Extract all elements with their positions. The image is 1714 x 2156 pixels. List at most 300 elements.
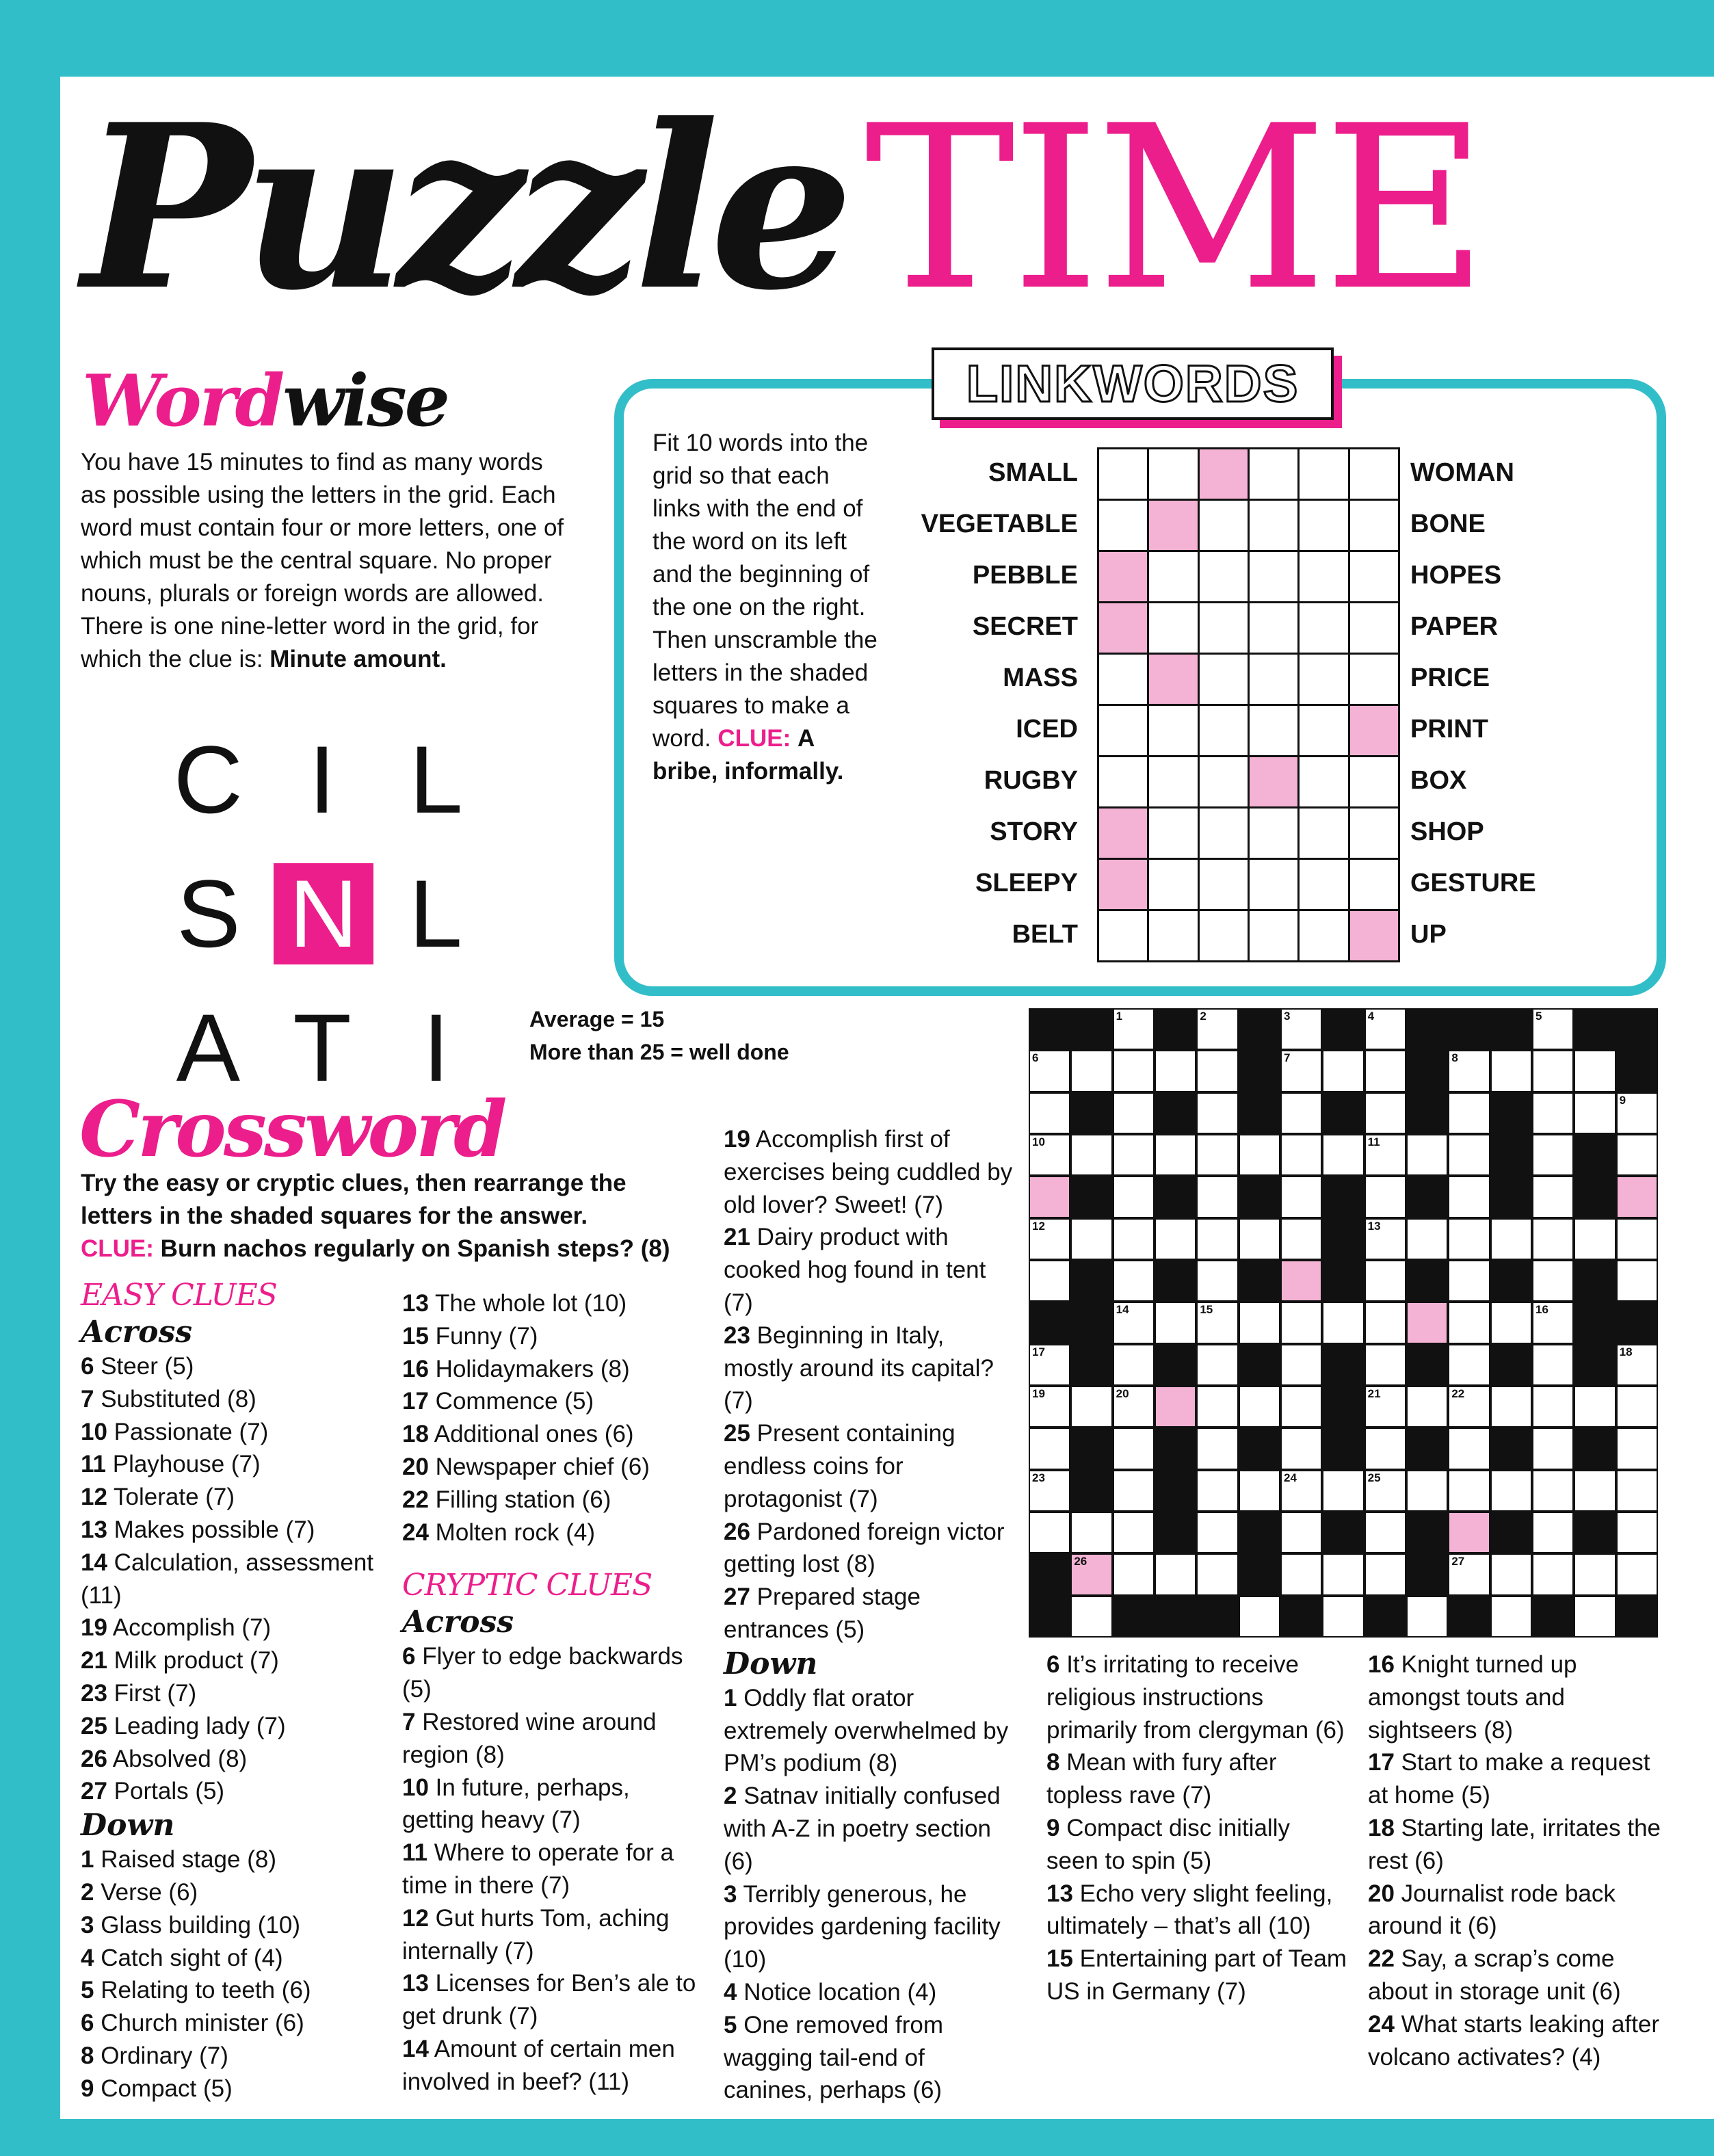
linkwords-cell[interactable] <box>1300 706 1349 757</box>
crossword-cell[interactable] <box>1240 1387 1279 1426</box>
clue-number: 17 <box>1368 1749 1395 1776</box>
crossword-cell[interactable] <box>1618 1471 1657 1510</box>
linkwords-shaded-cell[interactable] <box>1200 449 1250 501</box>
crossword-cell[interactable] <box>1408 1597 1447 1636</box>
crossword-cell[interactable] <box>1449 1387 1488 1426</box>
crossword-cell[interactable] <box>1533 1177 1572 1216</box>
linkwords-right-word: PRINT <box>1410 715 1488 744</box>
clue-text: Absolved (8) <box>107 1745 248 1772</box>
linkwords-cell[interactable] <box>1250 808 1300 860</box>
clue-item <box>81 1843 382 1876</box>
crossword-clue-number: 18 <box>1619 1345 1633 1358</box>
linkwords-cell[interactable] <box>1250 706 1300 757</box>
linkwords-cell[interactable] <box>1250 603 1300 655</box>
crossword-cell[interactable] <box>1198 1094 1237 1133</box>
linkwords-right-word: PAPER <box>1410 612 1499 641</box>
linkwords-shaded-cell[interactable] <box>1099 808 1149 860</box>
clue-number: 6 <box>402 1643 416 1670</box>
crossword-cell[interactable] <box>1198 1135 1237 1174</box>
linkwords-cell[interactable] <box>1300 911 1349 962</box>
crossword-cell[interactable] <box>1198 1345 1237 1384</box>
crossword-cell[interactable] <box>1282 1094 1321 1133</box>
linkwords-cell[interactable] <box>1350 501 1400 552</box>
crossword-cell[interactable] <box>1030 1135 1069 1174</box>
clue-number: 15 <box>1046 1945 1073 1973</box>
crossword-cell[interactable] <box>1282 1429 1321 1468</box>
crossword-cell[interactable] <box>1575 1220 1614 1259</box>
linkwords-cell[interactable] <box>1350 449 1400 501</box>
crossword-cell[interactable] <box>1366 1345 1405 1384</box>
linkwords-cell[interactable] <box>1149 757 1199 808</box>
crossword-cell[interactable] <box>1366 1094 1405 1133</box>
crossword-cell[interactable] <box>1618 1513 1657 1552</box>
crossword-cell[interactable] <box>1533 1429 1572 1468</box>
clue-number: 24 <box>1368 2010 1395 2038</box>
clue-item <box>81 1909 382 1942</box>
clue-item <box>724 1516 1018 1581</box>
crossword-cell[interactable] <box>1030 1261 1069 1300</box>
clue-item <box>81 1710 382 1743</box>
linkwords-cell[interactable] <box>1200 603 1250 655</box>
crossword-cell[interactable] <box>1198 1555 1237 1594</box>
linkwords-cell[interactable] <box>1250 655 1300 706</box>
crossword-cell[interactable] <box>1366 1051 1405 1090</box>
crossword-cell[interactable] <box>1618 1387 1657 1426</box>
crossword-cell[interactable] <box>1282 1010 1321 1049</box>
linkwords-left-words <box>889 447 1078 960</box>
crossword-cell[interactable] <box>1114 1010 1153 1049</box>
linkwords-cell[interactable] <box>1350 860 1400 911</box>
crossword-cell[interactable] <box>1156 1135 1195 1174</box>
clue-number: 21 <box>724 1224 750 1251</box>
clue-text: Accomplish (7) <box>107 1614 272 1642</box>
crossword-cell[interactable] <box>1533 1135 1572 1174</box>
linkwords-cell[interactable] <box>1149 603 1199 655</box>
cryptic-clues-label: CRYPTIC CLUES <box>402 1568 652 1603</box>
crossword-cell[interactable] <box>1366 1513 1405 1552</box>
clues-column-1 <box>81 1276 382 2105</box>
letter-square: L <box>409 726 463 833</box>
crossword-cell[interactable] <box>1114 1345 1153 1384</box>
linkwords-cell[interactable] <box>1350 552 1400 603</box>
clue-item <box>81 1612 382 1644</box>
clue-item <box>81 1350 382 1383</box>
crossword-cell[interactable] <box>1618 1135 1657 1174</box>
clue-item <box>402 1967 700 2033</box>
clue-number: 26 <box>724 1518 750 1545</box>
crossword-cell[interactable] <box>1198 1177 1237 1216</box>
crossword-cell[interactable] <box>1198 1513 1237 1552</box>
linkwords-cell[interactable] <box>1300 860 1349 911</box>
crossword-cell[interactable] <box>1282 1051 1321 1090</box>
crossword-cell[interactable] <box>1492 1051 1531 1090</box>
crossword-cell[interactable] <box>1282 1513 1321 1552</box>
clue-text: Prepared stage entrances (5) <box>724 1583 921 1643</box>
clue-number: 6 <box>81 2010 94 2037</box>
crossword-cell[interactable] <box>1533 1261 1572 1300</box>
crossword-cell[interactable] <box>1366 1387 1405 1426</box>
linkwords-shaded-cell[interactable] <box>1350 911 1400 962</box>
crossword-cell[interactable] <box>1492 1303 1531 1342</box>
linkwords-cell[interactable] <box>1099 757 1149 808</box>
crossword-cell[interactable] <box>1114 1387 1153 1426</box>
clue-number: 14 <box>402 2035 429 2062</box>
crossword-cell[interactable] <box>1366 1429 1405 1468</box>
linkwords-cell[interactable] <box>1300 603 1349 655</box>
clue-item <box>81 2007 382 2040</box>
linkwords-cell[interactable] <box>1149 808 1199 860</box>
linkwords-cell[interactable] <box>1350 757 1400 808</box>
clue-text: Funny (7) <box>428 1322 538 1350</box>
crossword-cell[interactable] <box>1030 1429 1069 1468</box>
crossword-cell[interactable] <box>1030 1094 1069 1133</box>
crossword-cell[interactable] <box>1114 1555 1153 1594</box>
clue-item <box>1368 1746 1662 1812</box>
clue-item <box>81 2040 382 2073</box>
linkwords-cell[interactable] <box>1250 449 1300 501</box>
crossword-cell[interactable] <box>1030 1051 1069 1090</box>
crossword-cell[interactable] <box>1618 1094 1657 1133</box>
crossword-clue-number: 3 <box>1284 1010 1291 1023</box>
crossword-shaded-cell[interactable] <box>1030 1177 1069 1216</box>
crossword-cell[interactable] <box>1072 1051 1111 1090</box>
crossword-cell[interactable] <box>1449 1135 1488 1174</box>
crossword-cell[interactable] <box>1114 1051 1153 1090</box>
crossword-cell[interactable] <box>1156 1555 1195 1594</box>
crossword-cell[interactable] <box>1533 1051 1572 1090</box>
linkwords-left-word: PEBBLE <box>972 561 1078 590</box>
crossword-cell[interactable] <box>1533 1387 1572 1426</box>
crossword-cell[interactable] <box>1282 1471 1321 1510</box>
linkwords-instructions: Fit 10 words into the grid so that each links with the end of the word on its left and the beginning of the one on the right. Then unscramble the letters in the shaded squares to make a word. CLUE: A bribe, informally. <box>652 430 878 785</box>
linkwords-cell[interactable] <box>1300 552 1349 603</box>
letter-square: I <box>423 994 450 1101</box>
crossword-instructions: Try the easy or cryptic clues, then rearrange the letters in the shaded squares for the answer. CLUE: Burn nachos regularly on Spanish steps? (8) <box>81 1170 670 1262</box>
crossword-cell[interactable] <box>1198 1429 1237 1468</box>
crossword-cell[interactable] <box>1618 1429 1657 1468</box>
crossword-clue-number: 1 <box>1116 1010 1123 1023</box>
crossword-cell[interactable] <box>1492 1471 1531 1510</box>
linkwords-cell[interactable] <box>1149 860 1199 911</box>
crossword-cell[interactable] <box>1156 1303 1195 1342</box>
linkwords-cell[interactable] <box>1300 655 1349 706</box>
crossword-cell[interactable] <box>1282 1387 1321 1426</box>
linkwords-cell[interactable] <box>1149 449 1199 501</box>
crossword-clue-number: 11 <box>1367 1135 1380 1148</box>
clue-item <box>81 1514 382 1547</box>
linkwords-cell[interactable] <box>1350 808 1400 860</box>
crossword-cell[interactable] <box>1449 1555 1488 1594</box>
linkwords-shaded-cell[interactable] <box>1250 757 1300 808</box>
clue-text: Molten rock (4) <box>428 1519 596 1546</box>
linkwords-cell[interactable] <box>1099 449 1149 501</box>
crossword-cell[interactable] <box>1575 1555 1614 1594</box>
clue-text: What starts leaking after volcano activates? (4) <box>1368 2010 1660 2070</box>
crossword-cell[interactable] <box>1030 1387 1069 1426</box>
crossword-cell[interactable] <box>1240 1597 1279 1636</box>
linkwords-cell[interactable] <box>1250 911 1300 962</box>
crossword-cell[interactable] <box>1072 1220 1111 1259</box>
crossword-cell[interactable] <box>1575 1051 1614 1090</box>
linkwords-shaded-cell[interactable] <box>1149 655 1199 706</box>
crossword-cell[interactable] <box>1366 1135 1405 1174</box>
crossword-cell[interactable] <box>1198 1261 1237 1300</box>
clue-item <box>724 1780 1018 1878</box>
linkwords-left-word: BELT <box>1012 920 1078 949</box>
clue-text: Glass building (10) <box>94 1911 301 1938</box>
crossword-cell[interactable] <box>1366 1177 1405 1216</box>
linkwords-left-word: ICED <box>1016 715 1078 744</box>
crossword-cell[interactable] <box>1072 1513 1111 1552</box>
clue-number: 5 <box>81 1977 94 2004</box>
crossword-shaded-cell[interactable] <box>1618 1177 1657 1216</box>
crossword-cell[interactable] <box>1575 1094 1614 1133</box>
clue-text: Mean with fury after topless rave (7) <box>1046 1749 1277 1809</box>
crossword-cell[interactable] <box>1618 1555 1657 1594</box>
crossword-cell[interactable] <box>1323 1555 1362 1594</box>
crossword-cell[interactable] <box>1282 1220 1321 1259</box>
clue-number: 13 <box>1046 1880 1073 1907</box>
crossword-cell[interactable] <box>1282 1303 1321 1342</box>
cryptic-down-list-part-1 <box>724 1682 1018 2107</box>
crossword-cell[interactable] <box>1156 1051 1195 1090</box>
crossword-clue-number: 4 <box>1367 1010 1375 1023</box>
crossword-cell[interactable] <box>1198 1387 1237 1426</box>
linkwords-cell[interactable] <box>1200 706 1250 757</box>
clue-number: 13 <box>402 1970 429 1997</box>
clue-item <box>724 2009 1018 2107</box>
clue-number: 24 <box>402 1519 429 1546</box>
clue-number: 9 <box>81 2075 94 2102</box>
crossword-cell[interactable] <box>1030 1220 1069 1259</box>
clue-item <box>402 1516 700 1549</box>
crossword-clue-number: 20 <box>1116 1387 1129 1400</box>
crossword-cell[interactable] <box>1240 1471 1279 1510</box>
linkwords-cell[interactable] <box>1300 808 1349 860</box>
clue-item <box>402 1837 700 1902</box>
crossword-cell[interactable] <box>1240 1220 1279 1259</box>
score-well-done: More than 25 = well done <box>529 1040 789 1064</box>
crossword-cell[interactable] <box>1533 1345 1572 1384</box>
crossword-cell[interactable] <box>1492 1220 1531 1259</box>
crossword-shaded-cell[interactable] <box>1408 1303 1447 1342</box>
linkwords-shaded-cell[interactable] <box>1099 860 1149 911</box>
crossword-cell[interactable] <box>1449 1471 1488 1510</box>
crossword-cell[interactable] <box>1449 1429 1488 1468</box>
crossword-cell[interactable] <box>1198 1010 1237 1049</box>
easy-down-list-part-2 <box>402 1287 700 1549</box>
linkwords-cell[interactable] <box>1250 860 1300 911</box>
crossword-cell[interactable] <box>1282 1177 1321 1216</box>
crossword-cell[interactable] <box>1618 1345 1657 1384</box>
crossword-cell[interactable] <box>1449 1177 1488 1216</box>
crossword-cell[interactable] <box>1114 1094 1153 1133</box>
linkwords-grid-row <box>1099 501 1400 552</box>
linkwords-cell[interactable] <box>1350 603 1400 655</box>
crossword-cell[interactable] <box>1408 1387 1447 1426</box>
crossword-cell[interactable] <box>1408 1135 1447 1174</box>
clue-text: The whole lot (10) <box>428 1290 627 1317</box>
clue-number: 22 <box>1368 1945 1395 1973</box>
clue-text: It’s irritating to receive religious instructions primarily from clergyman (6) <box>1046 1651 1345 1744</box>
clue-item <box>1368 2008 1662 2074</box>
clue-number: 27 <box>81 1778 107 1805</box>
crossword-cell[interactable] <box>1575 1597 1614 1636</box>
clue-item <box>402 1385 700 1418</box>
crossword-cell[interactable] <box>1323 1051 1362 1090</box>
crossword-cell[interactable] <box>1366 1303 1405 1342</box>
crossword-cell[interactable] <box>1323 1471 1362 1510</box>
linkwords-cell[interactable] <box>1250 552 1300 603</box>
clue-text: Filling station (6) <box>428 1486 611 1513</box>
clue-text: Makes possible (7) <box>107 1516 315 1543</box>
crossword-cell[interactable] <box>1492 1555 1531 1594</box>
crossword-cell[interactable] <box>1449 1261 1488 1300</box>
crossword-cell[interactable] <box>1198 1051 1237 1090</box>
crossword-cell[interactable] <box>1323 1135 1362 1174</box>
crossword-cell[interactable] <box>1449 1220 1488 1259</box>
crossword-cell[interactable] <box>1114 1261 1153 1300</box>
linkwords-cell[interactable] <box>1149 706 1199 757</box>
crossword-cell[interactable] <box>1072 1597 1111 1636</box>
crossword-cell[interactable] <box>1323 1303 1362 1342</box>
linkwords-cell[interactable] <box>1200 655 1250 706</box>
crossword-cell[interactable] <box>1533 1303 1572 1342</box>
linkwords-shaded-cell[interactable] <box>1099 603 1149 655</box>
crossword-cell[interactable] <box>1366 1220 1405 1259</box>
crossword-cell[interactable] <box>1156 1220 1195 1259</box>
crossword-clue-number: 2 <box>1200 1010 1207 1023</box>
clue-number: 11 <box>81 1451 106 1478</box>
crossword-cell[interactable] <box>1449 1094 1488 1133</box>
clue-item <box>81 1876 382 1909</box>
crossword-cell[interactable] <box>1575 1387 1614 1426</box>
linkwords-cell[interactable] <box>1200 911 1250 962</box>
crossword-cell[interactable] <box>1114 1471 1153 1510</box>
linkwords-cell[interactable] <box>1300 449 1349 501</box>
linkwords-shaded-cell[interactable] <box>1350 706 1400 757</box>
linkwords-shaded-cell[interactable] <box>1099 552 1149 603</box>
clue-text: Gut hurts Tom, aching internally (7) <box>402 1904 670 1964</box>
crossword-cell[interactable] <box>1366 1010 1405 1049</box>
linkwords-left-word: SLEEPY <box>975 869 1078 897</box>
crossword-cell[interactable] <box>1533 1010 1572 1049</box>
linkwords-cell[interactable] <box>1250 501 1300 552</box>
linkwords-cell[interactable] <box>1149 552 1199 603</box>
crossword-cell[interactable] <box>1408 1471 1447 1510</box>
crossword-cell[interactable] <box>1282 1555 1321 1594</box>
crossword-cell[interactable] <box>1533 1094 1572 1133</box>
crossword-cell[interactable] <box>1030 1513 1069 1552</box>
crossword-cell[interactable] <box>1198 1220 1237 1259</box>
crossword-cell[interactable] <box>1240 1303 1279 1342</box>
crossword-cell[interactable] <box>1114 1220 1153 1259</box>
crossword-cell[interactable] <box>1449 1051 1488 1090</box>
linkwords-cell[interactable] <box>1300 501 1349 552</box>
clue-text: Passionate (7) <box>107 1418 269 1445</box>
linkwords-cell[interactable] <box>1200 860 1250 911</box>
crossword-cell[interactable] <box>1114 1303 1153 1342</box>
crossword-cell[interactable] <box>1323 1597 1362 1636</box>
crossword-cell[interactable] <box>1492 1597 1531 1636</box>
crossword-cell[interactable] <box>1533 1471 1572 1510</box>
clue-number: 17 <box>402 1388 429 1415</box>
crossword-shaded-cell[interactable] <box>1156 1387 1195 1426</box>
linkwords-grid-row <box>1099 449 1400 501</box>
linkwords-cell[interactable] <box>1099 911 1149 962</box>
crossword-cell[interactable] <box>1366 1471 1405 1510</box>
crossword-cell[interactable] <box>1449 1345 1488 1384</box>
crossword-cell[interactable] <box>1198 1471 1237 1510</box>
crossword-cell[interactable] <box>1533 1220 1572 1259</box>
clues-column-5 <box>1368 1648 1662 2073</box>
clue-text: Licenses for Ben’s ale to get drunk (7) <box>402 1970 696 2030</box>
crossword-cell[interactable] <box>1030 1471 1069 1510</box>
crossword-cell[interactable] <box>1072 1135 1111 1174</box>
crossword-cell[interactable] <box>1618 1220 1657 1259</box>
crossword-cell[interactable] <box>1366 1555 1405 1594</box>
clue-number: 27 <box>724 1583 750 1611</box>
crossword-cell[interactable] <box>1114 1513 1153 1552</box>
crossword-cell[interactable] <box>1408 1220 1447 1259</box>
clue-number: 25 <box>81 1712 107 1739</box>
clue-text: Compact (5) <box>94 2075 233 2102</box>
linkwords-cell[interactable] <box>1200 808 1250 860</box>
crossword-cell[interactable] <box>1618 1261 1657 1300</box>
linkwords-cell[interactable] <box>1350 655 1400 706</box>
linkwords-cell[interactable] <box>1200 757 1250 808</box>
linkwords-cell[interactable] <box>1200 501 1250 552</box>
crossword-cell[interactable] <box>1282 1345 1321 1384</box>
crossword-cell[interactable] <box>1114 1429 1153 1468</box>
crossword-clue-number: 17 <box>1032 1345 1045 1358</box>
linkwords-cell[interactable] <box>1099 655 1149 706</box>
linkwords-cell[interactable] <box>1300 757 1349 808</box>
linkwords-shaded-cell[interactable] <box>1149 501 1199 552</box>
crossword-cell[interactable] <box>1198 1303 1237 1342</box>
clue-item <box>402 1287 700 1320</box>
crossword-cell[interactable] <box>1533 1555 1572 1594</box>
crossword-cell[interactable] <box>1114 1177 1153 1216</box>
crossword-cell[interactable] <box>1366 1261 1405 1300</box>
clue-text: Holidaymakers (8) <box>428 1355 630 1382</box>
crossword-cell[interactable] <box>1240 1135 1279 1174</box>
linkwords-cell[interactable] <box>1099 501 1149 552</box>
crossword-cell[interactable] <box>1575 1471 1614 1510</box>
crossword-cell[interactable] <box>1072 1387 1111 1426</box>
linkwords-cell[interactable] <box>1149 911 1199 962</box>
crossword-shaded-cell[interactable] <box>1449 1513 1488 1552</box>
crossword-cell[interactable] <box>1492 1387 1531 1426</box>
crossword-cell[interactable] <box>1449 1303 1488 1342</box>
crossword-cell[interactable] <box>1030 1345 1069 1384</box>
crossword-clue-number: 19 <box>1032 1387 1045 1400</box>
clue-item <box>1368 1943 1662 2008</box>
crossword-cell[interactable] <box>1533 1513 1572 1552</box>
clue-number: 7 <box>402 1708 416 1735</box>
crossword-shaded-cell[interactable] <box>1072 1555 1111 1594</box>
linkwords-grid-row <box>1099 706 1400 757</box>
crossword-cell[interactable] <box>1282 1135 1321 1174</box>
clue-text: Flyer to edge backwards (5) <box>402 1643 683 1703</box>
linkwords-cell[interactable] <box>1099 706 1149 757</box>
linkwords-title: LINKWORDS <box>932 347 1334 420</box>
crossword-clue-number: 16 <box>1535 1303 1548 1317</box>
crossword-shaded-cell[interactable] <box>1282 1261 1321 1300</box>
linkwords-cell[interactable] <box>1200 552 1250 603</box>
clue-number: 19 <box>724 1126 750 1153</box>
crossword-cell[interactable] <box>1114 1135 1153 1174</box>
